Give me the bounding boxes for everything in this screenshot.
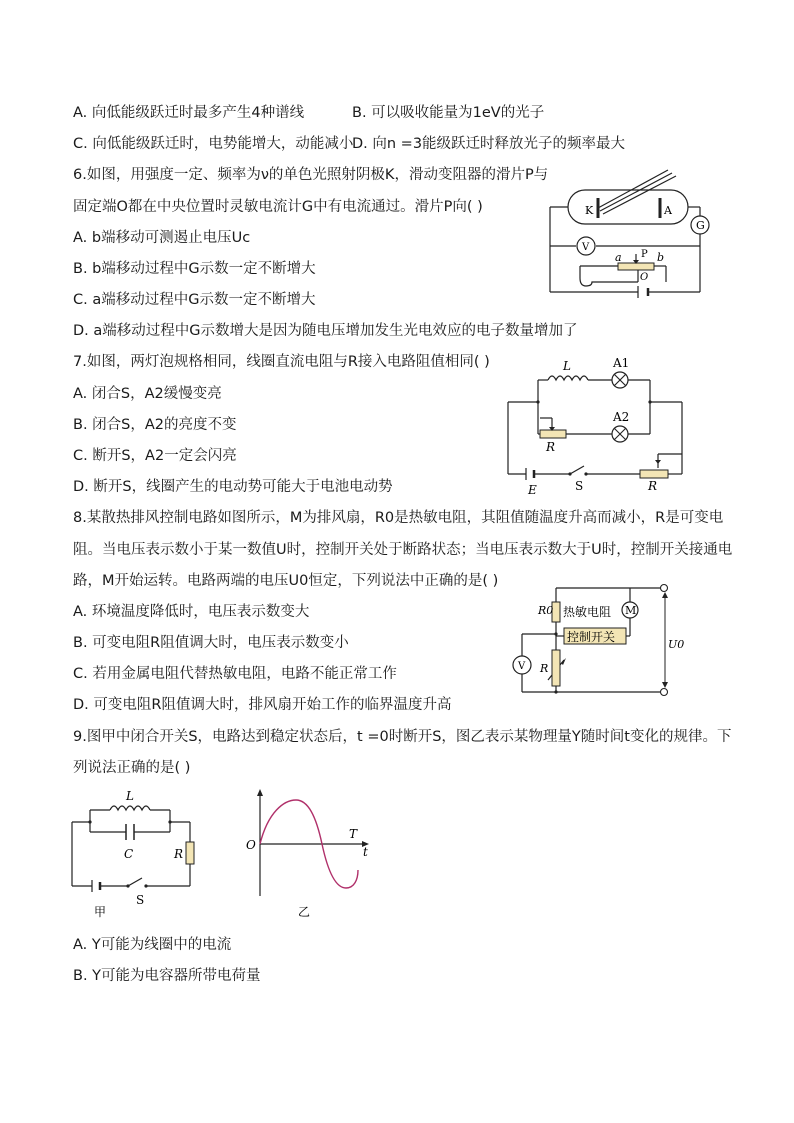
q8-stem-line3: 路，M开始运转。电路两端的电压U0恒定，下列说法中正确的是( ): [73, 573, 499, 589]
q6-option-d: D. a端移动过程中G示数增大是因为随电压增加发生光电效应的电子数量增加了: [73, 323, 578, 339]
resistor-r: [186, 842, 194, 864]
slide-rheostat: [618, 263, 654, 270]
q9-option-b: B. Y可能为电容器所带电荷量: [73, 968, 261, 984]
photoelectric-circuit-figure: [540, 168, 720, 310]
label-M: M: [625, 604, 637, 617]
q7-option-d: D. 断开S，线圈产生的电动势可能大于电池电动势: [73, 479, 393, 495]
q8-stem-line1: 8.某散热排风控制电路如图所示，M为排风扇，R0是热敏电阻，其阻值随温度升高而减小，R是可变电: [73, 510, 724, 526]
q6-option-a: A. b端移动可测遏止电压Uc: [73, 230, 251, 246]
label-A: A: [664, 204, 672, 217]
label-R: R: [540, 662, 549, 675]
label-P: P: [641, 249, 648, 260]
inductor-lamp-circuit-figure: [500, 356, 690, 498]
q8-option-b: B. 可变电阻R阻值调大时，电压表示数变小: [73, 635, 349, 651]
q5-option-c: C. 向低能级跃迁时，电势能增大，动能减小: [73, 136, 354, 152]
inductor-coil: [110, 806, 150, 810]
variable-resistor-r: [552, 650, 560, 686]
sine-graph-figure-yi: [238, 786, 378, 922]
label-control-switch: 控制开关: [567, 630, 616, 644]
q8-option-d: D. 可变电阻R阻值调大时，排风扇开始工作的临界温度升高: [73, 697, 452, 713]
q7-option-c: C. 断开S，A2一定会闪亮: [73, 448, 237, 464]
label-V: V: [582, 242, 590, 253]
label-t: t: [363, 845, 368, 859]
q5-option-a: A. 向低能级跃迁时最多产生4种谱线: [73, 105, 305, 121]
label-G: G: [696, 219, 705, 232]
label-E: E: [528, 483, 537, 497]
q7-stem: 7.如图，两灯泡规格相同，线圈直流电阻与R接入电路阻值相同( ): [73, 354, 490, 370]
label-R: R: [174, 847, 184, 861]
resistor-r-middle: [540, 430, 566, 438]
inductor-coil: [548, 376, 588, 380]
q6-stem-line1: 6.如图，用强度一定、频率为ν的单色光照射阴极K，滑动变阻器的滑片P与: [73, 167, 549, 183]
q7-option-a: A. 闭合S，A2缓慢变亮: [73, 386, 222, 402]
q6-stem-line2: 固定端O都在中央位置时灵敏电流计G中有电流通过。滑片P向( ): [73, 199, 483, 215]
label-A2: A2: [613, 410, 630, 424]
caption-jia: 甲: [94, 905, 107, 919]
q6-option-c: C. a端移动过程中G示数一定不断增大: [73, 292, 316, 308]
label-R-middle: R: [546, 440, 556, 454]
label-V: V: [518, 661, 526, 672]
q9-option-a: A. Y可能为线圈中的电流: [73, 937, 232, 953]
label-R0: R0: [538, 604, 554, 617]
label-thermistor: 热敏电阻: [563, 605, 612, 619]
q5-option-b: B. 可以吸收能量为1eV的光子: [352, 105, 545, 121]
caption-yi: 乙: [298, 905, 311, 919]
q6-option-b: B. b端移动过程中G示数一定不断增大: [73, 261, 316, 277]
rheostat-r-bottom: [640, 470, 668, 478]
label-a: a: [615, 251, 622, 264]
label-C: C: [124, 847, 134, 861]
label-A1: A1: [613, 356, 630, 370]
lc-circuit-figure-jia: [66, 786, 206, 922]
label-b: b: [657, 251, 665, 264]
label-T: T: [349, 827, 358, 841]
fan-control-circuit-figure: [508, 580, 688, 700]
label-L: L: [126, 789, 134, 803]
lamp-a1-icon: [612, 372, 628, 388]
label-K: K: [585, 204, 594, 217]
q9-stem-line1: 9.图甲中闭合开关S，电路达到稳定状态后，t =0时断开S，图乙表示某物理量Y随时间t变化的规律。下: [73, 729, 732, 745]
label-U0: U0: [668, 638, 685, 651]
q8-stem-line2: 阻。当电压表示数小于某一数值U时，控制开关处于断路状态；当电压表示数大于U时，控制开关接通电: [73, 542, 733, 558]
q7-option-b: B. 闭合S，A2的亮度不变: [73, 417, 237, 433]
q8-option-c: C. 若用金属电阻代替热敏电阻，电路不能正常工作: [73, 666, 397, 682]
lamp-a2-icon: [612, 426, 628, 442]
q5-option-d: D. 向n =3能级跃迁时释放光子的频率最大: [352, 136, 626, 152]
q8-option-a: A. 环境温度降低时，电压表示数变大: [73, 604, 310, 620]
label-S: S: [136, 893, 145, 907]
q9-stem-line2: 列说法正确的是( ): [73, 760, 191, 776]
label-O: O: [246, 838, 256, 852]
label-O: O: [640, 272, 649, 283]
label-R-bottom: R: [648, 479, 658, 493]
label-L: L: [563, 359, 571, 373]
label-S: S: [575, 479, 584, 493]
